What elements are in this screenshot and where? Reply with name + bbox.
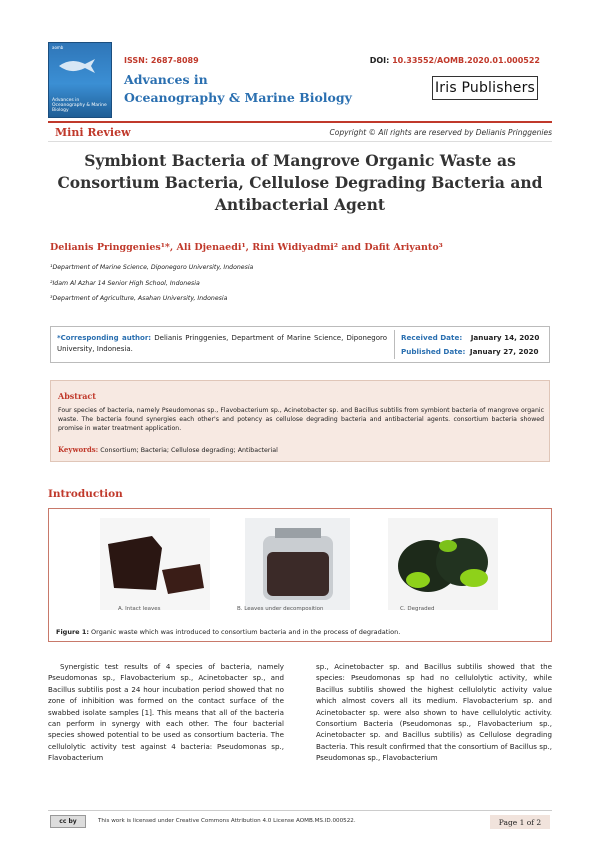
publisher-logo[interactable]: Iris Publishers bbox=[432, 76, 538, 100]
body-right-column: sp., Acinetobacter sp. and Bacillus subtilis showed that the species: Pseudomonas sp had no cellulolytic activity, while Bacillus subtilis showed the highest cellulolytic activity value which almost covers all its medium. Flavobacterium sp. and Acinetobacter sp. were also shown to have cellulolytic activity. Consortium Bacteria (Pseudomonas sp., Flavobacterium sp., Acinetobacter sp. and Bacillus subtilis) as Cellulose degrading Bacteria. This result confirmed that the consortium of Bacillus sp., Pseudomonas sp., Flavobacterium bbox=[316, 662, 552, 763]
figure-caption-text: Organic waste which was introduced to consortium bacteria and in the process of degradation. bbox=[91, 628, 401, 636]
affiliation-3: ³Department of Agriculture, Asahan University, Indonesia bbox=[50, 295, 228, 302]
figure-caption-b: B. Leaves under decomposition bbox=[237, 606, 324, 612]
box-divider bbox=[394, 330, 395, 359]
figure-photo-degraded bbox=[388, 518, 498, 610]
corresponding-label: *Corresponding author: bbox=[57, 334, 152, 342]
figure-label: Figure 1: bbox=[56, 628, 89, 636]
abstract-text: Four species of bacteria, namely Pseudomonas sp., Flavobacterium sp., Acinetobacter sp. and Bacillus subtilis from symbiont bacteria of mangrove organic waste. The bacteria found synergies each other's and potency as cellulose degrading bacteria and antibacterial agents. consortium bacteria showed promise in water treatment application. bbox=[58, 407, 544, 432]
received-value: January 14, 2020 bbox=[470, 333, 540, 342]
header-divider bbox=[48, 121, 552, 123]
article-type: Mini Review bbox=[55, 126, 131, 139]
abstract-heading: Abstract bbox=[58, 391, 96, 401]
figure-photo-decomposition bbox=[245, 518, 350, 610]
affiliation-2: ²Idam Al Azhar 14 Senior High School, Indonesia bbox=[50, 280, 200, 287]
doi-link[interactable]: 10.33552/AOMB.2020.01.000522 bbox=[392, 56, 540, 65]
corresponding-text: Delianis Pringgenies, Department of Marine Science, Diponegoro University, Indonesia. bbox=[57, 334, 388, 353]
journal-title-line2: Oceanography & Marine Biology bbox=[124, 90, 352, 105]
journal-cover-image bbox=[48, 42, 112, 118]
keywords bbox=[58, 445, 278, 454]
keywords-value: Consortium; Bacteria; Cellulose degrading; Antibacterial bbox=[100, 447, 278, 454]
cc-license-icon[interactable]: cc by bbox=[50, 815, 86, 828]
corresponding-author bbox=[57, 333, 387, 355]
license-text: This work is licensed under Creative Commons Attribution 4.0 License AOMB.MS.ID.000522. bbox=[98, 818, 356, 824]
published-value: January 27, 2020 bbox=[469, 347, 539, 356]
cover-logo: aomb bbox=[52, 45, 64, 50]
received-date bbox=[401, 333, 539, 342]
body-left-column: Synergistic test results of 4 species of bacteria, namely Pseudomonas sp., Flavobacterium sp., Acinetobacter sp., and Bacillus subtilis post a 24 hour incubation period showed that no zone of inhibition was formed on the contact surface of the swabbed isolate samples [1]. This means that all of the bacteria can perform in synergy with each other. The four bacterial species showed potential to be used as consortium bacteria. The cellulolytic activity test against 4 bacteria: Pseudomonas sp., Flavobacterium bbox=[48, 662, 284, 763]
affiliation-1: ¹Department of Marine Science, Diponegoro University, Indonesia bbox=[50, 264, 254, 271]
doi-label: DOI: bbox=[369, 56, 390, 65]
figure-caption-a: A. Intact leaves bbox=[118, 606, 161, 612]
fish-icon bbox=[57, 57, 97, 75]
authors: Delianis Pringgenies¹*, Ali Djenaedi¹, Rini Widiyadmi² and Dafit Ariyanto³ bbox=[50, 242, 443, 253]
received-label: Received Date: bbox=[401, 333, 463, 342]
cover-title: Advances in Oceanography & Marine Biology bbox=[52, 98, 107, 113]
published-date bbox=[401, 347, 539, 356]
figure-caption bbox=[56, 628, 400, 636]
doi bbox=[370, 56, 540, 65]
keywords-label: Keywords: bbox=[58, 445, 99, 454]
page-number: Page 1 of 2 bbox=[490, 815, 550, 829]
journal-title bbox=[124, 71, 352, 107]
introduction-heading: Introduction bbox=[48, 488, 123, 500]
issn: ISSN: 2687-8089 bbox=[124, 56, 199, 65]
journal-title-line1: Advances in bbox=[124, 72, 208, 87]
figure-caption-c: C. Degraded bbox=[400, 606, 435, 612]
type-divider bbox=[48, 141, 552, 142]
article-title: Symbiont Bacteria of Mangrove Organic Waste as Consortium Bacteria, Cellulose Degrading Bacteria and Antibacterial Agent bbox=[57, 151, 543, 214]
figure-photo-intact-leaves bbox=[100, 518, 210, 610]
published-label: Published Date: bbox=[401, 347, 466, 356]
copyright: Copyright © All rights are reserved by Delianis Pringgenies bbox=[329, 128, 552, 137]
